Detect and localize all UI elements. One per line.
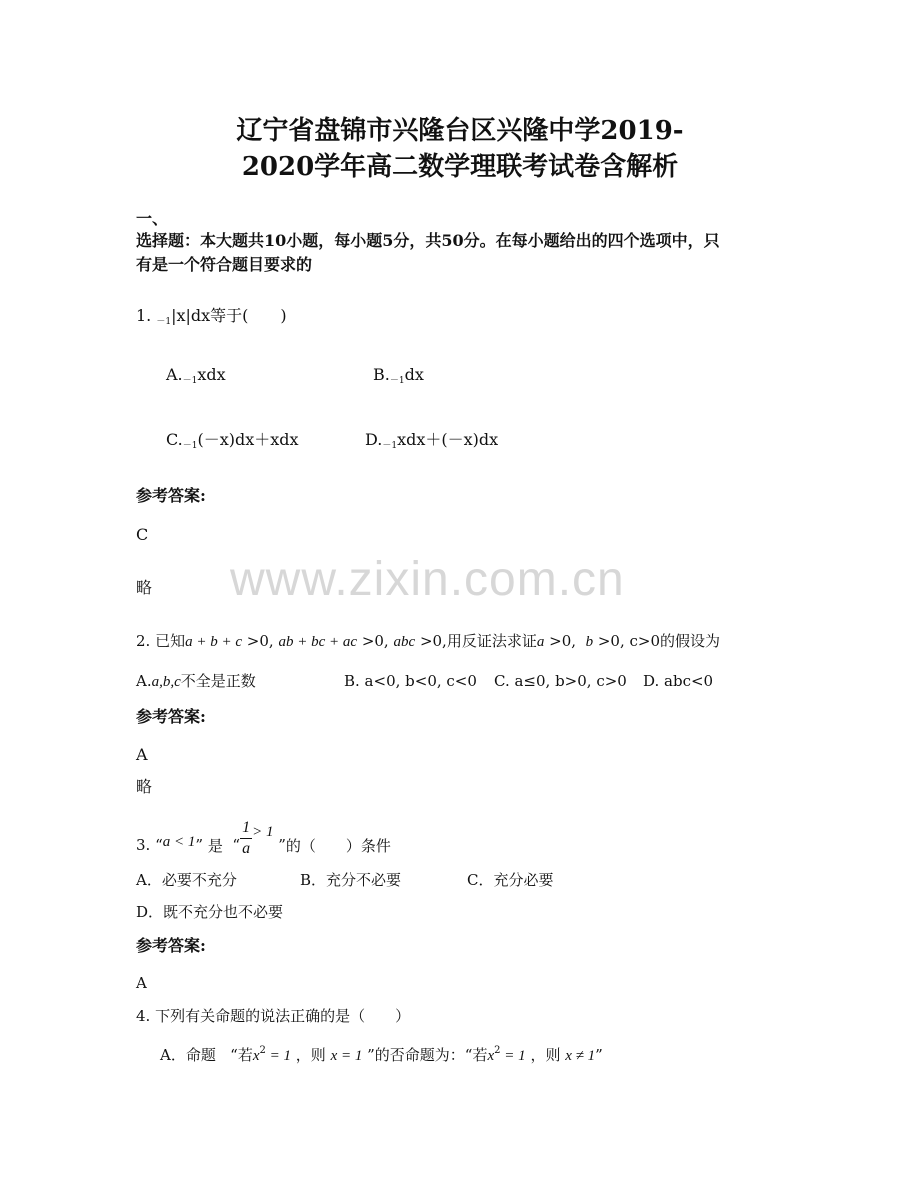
question-3-option-b: B．充分不必要 xyxy=(300,871,402,889)
question-1-answer-heading: 参考答案: xyxy=(136,486,206,505)
question-2-answer: A xyxy=(136,745,148,764)
question-1-option-b: $B._{-1}dx$ xyxy=(373,365,424,386)
question-2-option-b: B. a<0, b<0, c<0 xyxy=(344,672,477,690)
question-1-stem xyxy=(136,303,287,327)
question-3-option-c: C．充分必要 xyxy=(467,871,554,889)
question-2-option-a: A.a,b,c不全是正数 xyxy=(136,672,256,690)
section-instructions-line-2: 有是一个符合题目要求的 xyxy=(136,255,313,274)
question-3-condition-1: a < 1 xyxy=(162,833,196,850)
question-4-option-a: A．命题 “若$x^2 = 1$ ，则 x = 1 ”的否命题为：“若$x^2 = 1$ ，则 x ≠ 1” xyxy=(160,1045,603,1064)
question-3-option-d: D．既不充分也不必要 xyxy=(136,903,284,921)
question-2-explanation: 略 xyxy=(136,777,153,796)
question-1-number: 1. xyxy=(136,306,152,325)
question-3-option-a: A．必要不充分 xyxy=(136,871,237,889)
question-3-fraction: $\frac{1}{a}$ xyxy=(242,818,251,857)
watermark: www.zixin.com.cn xyxy=(230,553,625,606)
question-1-integral-lower: －1 xyxy=(156,317,172,327)
question-2-stem: 2. 已知a + b + c >0, ab + bc + ac >0, abc >0,用反证法求证a >0, b >0, c>0的假设为 xyxy=(136,632,721,650)
question-2-expr-4: a xyxy=(536,634,545,650)
question-2-expr-3: abc xyxy=(393,634,416,650)
section-number: 一、 xyxy=(136,209,169,228)
question-4-stem: 4. 下列有关命题的说法正确的是（ ） xyxy=(136,1007,411,1025)
question-1-explanation: 略 xyxy=(136,578,153,597)
document-title-line-2: 2020学年高二数学理联考试卷含解析 xyxy=(241,152,679,182)
question-1-text: |x|dx等于( ) xyxy=(171,306,287,325)
question-2-expr-5: b xyxy=(585,634,594,650)
question-3-answer: A xyxy=(136,974,147,992)
document-title-line-1: 辽宁省盘锦市兴隆台区兴隆中学2019- xyxy=(236,116,684,146)
question-3-stem: 3. “ a < 1 ” 是 “ $\frac{1}{a}$ > 1 ” 的（ ）条件 xyxy=(136,818,391,857)
question-2-expr-2: ab + bc + ac xyxy=(278,634,358,650)
question-1-option-a: $A._{-1}xdx$ xyxy=(166,365,226,386)
question-3-answer-heading: 参考答案: xyxy=(136,936,206,955)
question-2-option-d: D. abc<0 xyxy=(643,672,714,690)
question-2-answer-heading: 参考答案: xyxy=(136,707,206,726)
section-instructions-line-1: 选择题：本大题共10小题，每小题5分，共50分。在每小题给出的四个选项中，只 xyxy=(136,231,720,250)
question-1-option-d: $D._{-1}xdx+(-x)dx$ xyxy=(365,430,499,451)
question-1-answer: C xyxy=(136,525,149,544)
question-1-option-c: $C._{-1}(-x)dx+xdx$ xyxy=(166,430,299,451)
question-2-option-c: C. a≤0, b>0, c>0 xyxy=(494,672,627,690)
question-2-expr-1: a + b + c xyxy=(185,634,243,650)
